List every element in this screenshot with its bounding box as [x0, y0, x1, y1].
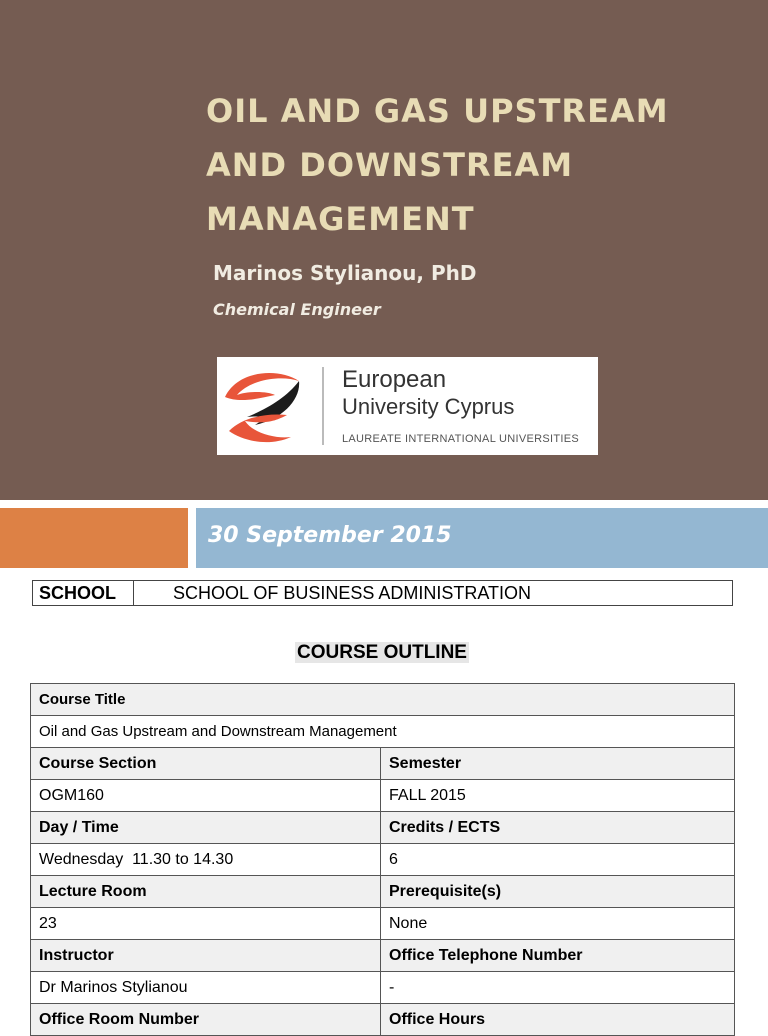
office-telephone-label: Office Telephone Number — [381, 940, 734, 971]
title-slide — [0, 0, 768, 500]
school-label: SCHOOL — [33, 581, 134, 605]
office-hours-label: Office Hours — [381, 1004, 734, 1035]
instructor-value: Dr Marinos Stylianou — [31, 972, 381, 1003]
prerequisites-value: None — [389, 915, 428, 932]
table-row — [31, 748, 734, 780]
table-row — [31, 812, 734, 844]
table-row — [31, 972, 734, 1004]
course-section-label: Course Section — [31, 748, 381, 779]
course-title-label: Course Title — [31, 684, 734, 715]
office-room-label: Office Room Number — [31, 1004, 381, 1035]
instructor-label: Instructor — [31, 940, 381, 971]
office-telephone-value: - — [389, 979, 395, 996]
course-section-value: OGM160 — [31, 780, 381, 811]
course-title-value: Oil and Gas Upstream and Downstream Management — [39, 723, 397, 740]
course-outline-heading-text: COURSE OUTLINE — [297, 642, 467, 663]
table-row — [31, 1004, 734, 1036]
course-outline-heading — [0, 642, 764, 664]
logo-text-line3: LAUREATE INTERNATIONAL UNIVERSITIES — [342, 433, 580, 445]
table-row — [31, 940, 734, 972]
lecture-room-value: 23 — [31, 908, 381, 939]
author-name: Marinos Stylianou, PhD — [213, 261, 477, 285]
school-value: SCHOOL OF BUSINESS ADMINISTRATION — [173, 583, 532, 603]
semester-value: FALL 2015 — [389, 787, 466, 804]
day-time-value: Wednesday 11.30 to 14.30 — [31, 844, 381, 875]
school-row — [32, 580, 733, 606]
table-row — [31, 684, 734, 716]
course-info-table — [30, 683, 735, 1036]
table-row — [31, 908, 734, 940]
logo-text-line2: University Cyprus — [342, 394, 515, 419]
logo-text-line1: European — [342, 366, 447, 393]
presentation-date: 30 September 2015 — [208, 523, 452, 548]
lecture-room-label: Lecture Room — [31, 876, 381, 907]
table-row — [31, 780, 734, 812]
semester-label: Semester — [381, 748, 734, 779]
author-role: Chemical Engineer — [213, 300, 381, 319]
presentation-title: OIL AND GAS UPSTREAM AND DOWNSTREAM MANAGEMENT — [206, 92, 669, 238]
prerequisites-label: Prerequisite(s) — [381, 876, 734, 907]
university-logo — [217, 357, 598, 455]
table-row — [31, 716, 734, 748]
credits-label: Credits / ECTS — [381, 812, 734, 843]
day-time-label: Day / Time — [31, 812, 381, 843]
accent-band-orange — [0, 508, 188, 568]
credits-value: 6 — [389, 851, 398, 868]
table-row — [31, 876, 734, 908]
table-row — [31, 844, 734, 876]
